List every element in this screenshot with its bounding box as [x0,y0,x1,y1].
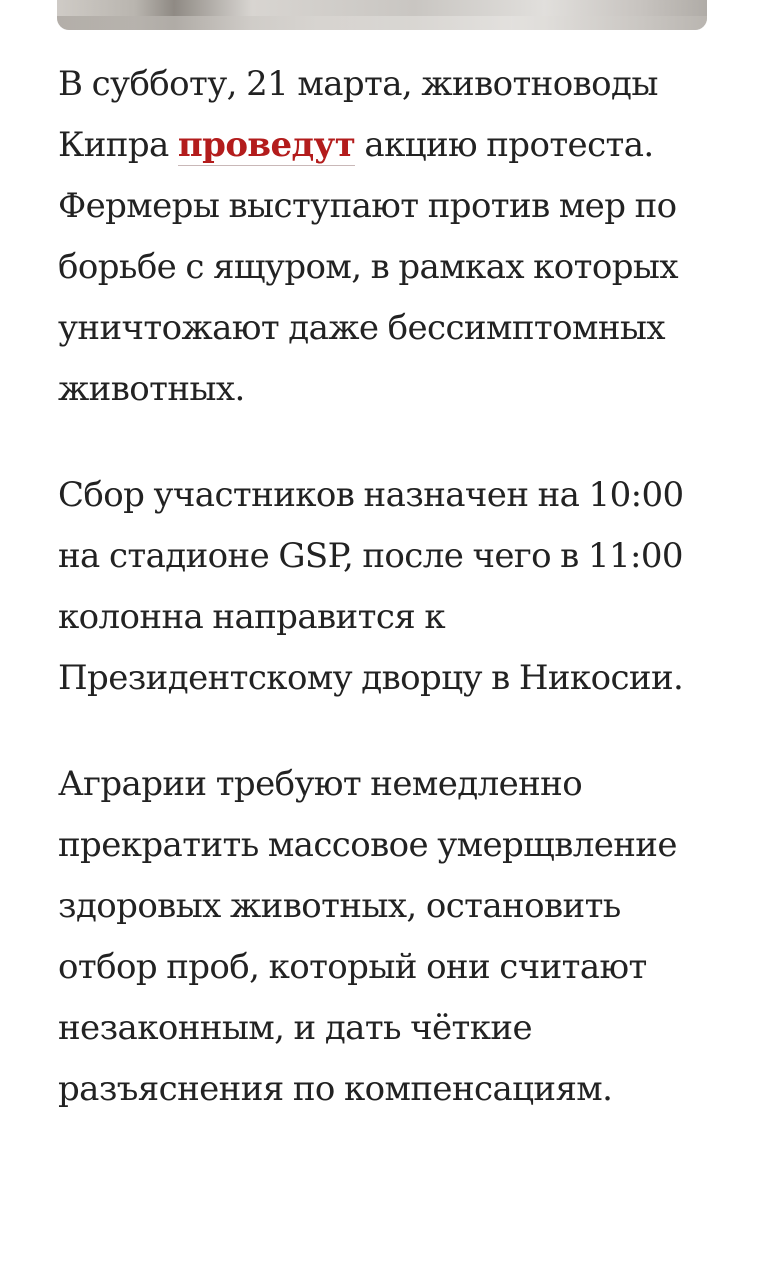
article-paragraph-1 [58,54,708,420]
article-body [58,54,708,1120]
article-photo [57,0,707,30]
inline-link-provedut[interactable]: проведут [177,125,356,165]
article-paragraph-3: Аграрии требуют немедленно прекратить массовое умерщвление здоровых животных, остановить отбор проб, который они считают незаконным, и дать чёткие разъяснения по компенсациям. [58,764,677,1109]
paragraph-1-text-end: акцию протеста. Фермеры выступают против мер по борьбе с ящуром, в рамках которых уничтожают даже бессимптомных животных. [58,125,678,409]
article-paragraph-2: Сбор участников назначен на 10:00 на стадионе GSP, после чего в 11:00 колонна направится к Президентскому дворцу в Никосии. [58,475,684,698]
paragraph-1-text-start: В субботу, 21 марта, животноводы Кипра [58,64,658,165]
